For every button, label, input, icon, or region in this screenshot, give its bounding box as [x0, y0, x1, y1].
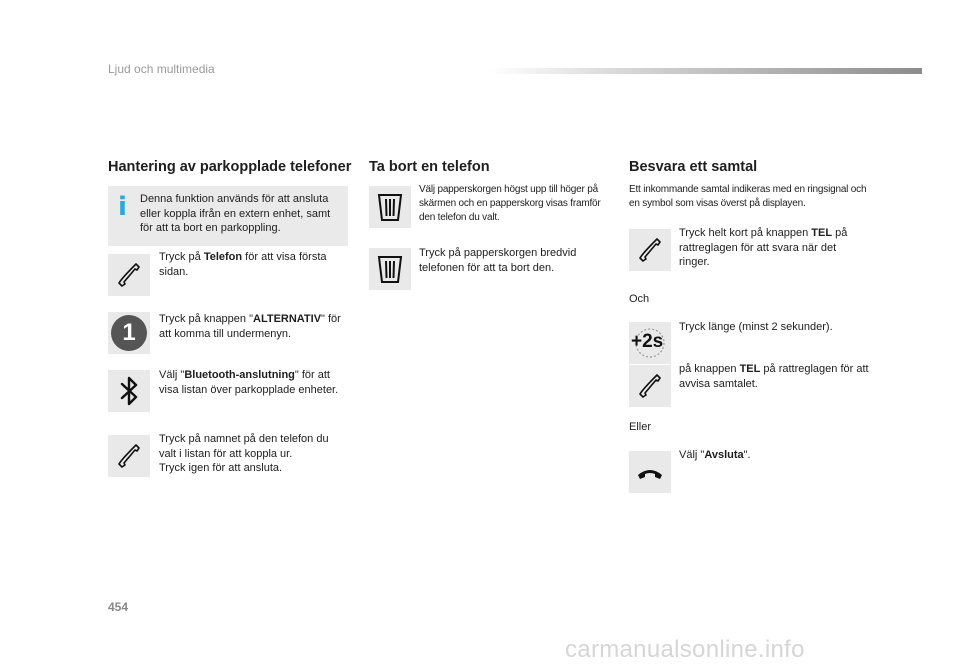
hangup-tile: [629, 451, 671, 493]
answer-intro: Ett inkommande samtal indikeras med en ringsignal och en symbol som visas överst på displayen.: [629, 184, 867, 209]
trash-icon: [377, 254, 403, 284]
timer-label: +2s: [631, 331, 664, 352]
step-reject: på knappen TEL på rattreglagen för att avvisa samtalet.: [679, 363, 869, 390]
timer-icon: [629, 322, 671, 364]
phone-icon: [635, 235, 665, 265]
phone-tile-4: [629, 365, 671, 407]
step-avsluta: Välj "Avsluta".: [679, 449, 751, 461]
watermark: carmanualsonline.info: [565, 636, 805, 663]
step-long-press: Tryck länge (minst 2 sekunder).: [679, 321, 833, 333]
trash-tile: [369, 186, 411, 228]
heading-delete-phone: Ta bort en telefon: [369, 159, 490, 175]
step-badge: 1: [111, 315, 147, 351]
step-number-tile: [108, 312, 150, 354]
trash-icon: [377, 192, 403, 222]
header-divider: [490, 68, 922, 74]
page-number: 454: [108, 600, 129, 614]
step-select-trash: Välj papperskorgen högst upp till höger på skärmen och en papperskorg visas framför den telefon du valt.: [419, 184, 601, 223]
step-bluetooth: Välj "Bluetooth-anslutning" för att visa listan över parkopplade enheter.: [159, 369, 339, 396]
hangup-icon: [635, 457, 665, 487]
phone-tile: [108, 254, 150, 296]
step-telefon: Tryck på Telefon för att visa första sidan.: [159, 251, 327, 278]
section-title: Ljud och multimedia: [108, 62, 215, 76]
phone-icon: [635, 371, 665, 401]
trash-tile-2: [369, 248, 411, 290]
step-short-press: Tryck helt kort på knappen TEL på rattreglagen för att svara när det ringer.: [679, 227, 848, 268]
bluetooth-icon: [117, 375, 141, 407]
bluetooth-tile: [108, 370, 150, 412]
timer-tile: [629, 322, 671, 364]
heading-paired-phones: Hantering av parkopplade telefoner: [108, 159, 352, 175]
label-eller: Eller: [629, 421, 652, 433]
label-och: Och: [629, 293, 650, 305]
info-box: [108, 186, 348, 246]
heading-answer-call: Besvara ett samtal: [629, 159, 758, 175]
step-press-trash: Tryck på papperskorgen bredvid telefonen för att ta bort den.: [419, 247, 577, 274]
phone-tile-3: [629, 229, 671, 271]
info-icon: i: [118, 192, 127, 222]
phone-tile-2: [108, 435, 150, 477]
step-disconnect: Tryck på namnet på den telefon du valt i listan för att koppla ur. Tryck igen för att ansluta.: [159, 433, 329, 474]
info-text: Denna funktion används för att ansluta eller koppla ifrån en extern enhet, samt för att ta bort en parkoppling.: [140, 193, 331, 234]
phone-icon: [114, 441, 144, 471]
phone-icon: [114, 260, 144, 290]
step-alternativ: Tryck på knappen "ALTERNATIV" för att komma till undermenyn.: [159, 313, 341, 340]
